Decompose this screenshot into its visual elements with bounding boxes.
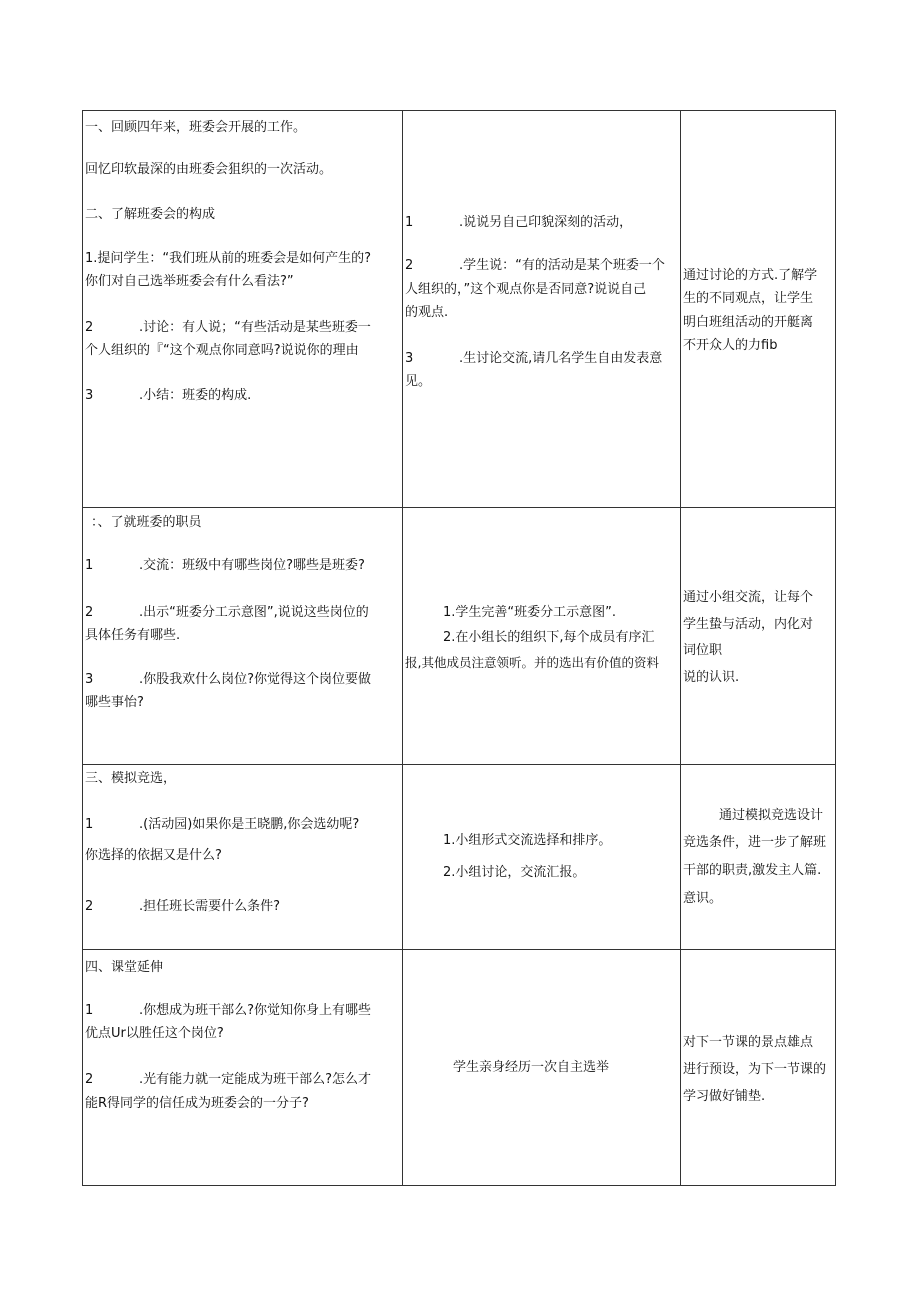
student-text: 的观点.: [405, 305, 449, 320]
student-text: 见。: [405, 374, 432, 389]
student-number: 2: [405, 258, 414, 273]
step-text: .(活动园)如果你是王晓鹏,你会选幼呢?: [139, 817, 360, 832]
row-divider: [83, 764, 835, 765]
student-text: .学生说：“有的活动是某个班委一个: [459, 258, 665, 273]
intent-text: 通过小组交流，让每个: [683, 590, 814, 605]
lesson-table: [82, 110, 836, 1186]
step-number: 1: [85, 1003, 94, 1018]
step-number: 3: [85, 388, 94, 403]
step-text: .讨论：有人说；“有些活动是某些班委一: [139, 320, 371, 335]
student-number: 3: [405, 351, 414, 366]
step-number: 2: [85, 1072, 94, 1087]
step-text: 你选择的依据又是什么?: [85, 848, 222, 863]
step-text: 你们对自己选举班委会有什么看法?”: [85, 274, 294, 289]
step-number: 2: [85, 320, 94, 335]
intent-text: 学习做好铺垫.: [683, 1089, 766, 1104]
step-number: 2: [85, 899, 94, 914]
step-text: .你股我欢什么岗位?你觉得这个岗位要做: [139, 672, 372, 687]
step-text: 二、了解班委会的构成: [85, 207, 216, 222]
step-text: .光有能力就一定能成为班干部么?怎么才: [139, 1072, 372, 1087]
student-number: 1: [405, 215, 414, 230]
intent-text: 学生蛰与活动，内化对: [683, 617, 814, 632]
step-number: 1: [85, 817, 94, 832]
step-number: 3: [85, 672, 94, 687]
row-divider: [83, 507, 835, 508]
step-text: 一、回顾四年来，班委会开展的工作。: [85, 120, 307, 135]
intent-text: 进行预设，为下一节课的: [683, 1062, 827, 1077]
student-text: 1.小组形式交流选择和排序。: [443, 833, 612, 848]
intent-text: 意识。: [683, 891, 723, 906]
student-text: .说说另自己印貌深刻的活动，: [459, 215, 633, 230]
student-text: 学生亲身经历一次自主选举: [453, 1060, 610, 1075]
column-divider: [680, 111, 681, 1185]
step-text: 1.提问学生：“我们班从前的班委会是如何产生的?: [85, 251, 372, 266]
student-text: 2.小组讨论，交流汇报。: [443, 865, 586, 880]
step-text: 回忆印软最深的由班委会狙织的一次活动。: [85, 162, 333, 177]
intent-text: 通过模拟竞选设计: [719, 808, 824, 823]
step-text: .担任班长需要什么条件?: [139, 899, 281, 914]
intent-text: 不开众人的力fib: [683, 338, 778, 353]
intent-text: 对下一节课的景点雄点: [683, 1035, 814, 1050]
step-text: 三、模拟竞选，: [85, 771, 177, 786]
step-text: 优点Ur以胜任这个岗位?: [85, 1026, 224, 1041]
step-number: 1: [85, 558, 94, 573]
student-text: 报,其他成员注意领听。并的选出有价值的资料: [405, 655, 659, 670]
row-divider: [83, 949, 835, 950]
step-text: .出示“班委分工示意图”,说说这些岗位的: [139, 605, 369, 620]
step-text: 哪些事怡?: [85, 695, 144, 710]
student-text: 1.学生完善“班委分工示意图”.: [443, 605, 617, 620]
intent-text: 干部的职责,激发主人篇.: [683, 863, 822, 878]
intent-text: 生的不同观点，让学生: [683, 291, 814, 306]
step-text: 四、课堂延伸: [85, 960, 164, 975]
step-text: .小结：班委的构成.: [139, 388, 252, 403]
student-text: 2.在小组长的组织下,每个成员有序汇: [443, 630, 655, 645]
intent-text: 词位职: [683, 643, 723, 658]
intent-text: 通过讨论的方式.了解学: [683, 268, 818, 283]
intent-text: 说的认识.: [683, 670, 740, 685]
step-text: .交流：班级中有哪些岗位?哪些是班委?: [139, 558, 365, 573]
step-text: 具体任务有哪些.: [85, 628, 181, 643]
step-text: .你想成为班干部么?你觉知你身上有哪些: [139, 1003, 372, 1018]
student-text: 人组织的，”这个观点你是否同意?说说自己: [405, 282, 647, 297]
intent-text: 明白班组活动的开艇离: [683, 315, 814, 330]
intent-text: 竞选条件，进一步了解班: [683, 835, 827, 850]
step-text: 个人组织的『“这个观点你同意吗?说说你的理由: [85, 343, 359, 358]
step-number: 2: [85, 605, 94, 620]
student-text: .生讨论交流,请几名学生自由发表意: [459, 351, 663, 366]
column-divider: [402, 111, 403, 1185]
step-text: ：、了就班委的职员: [91, 515, 202, 530]
step-text: 能R得同学的信任成为班委会的一分子?: [85, 1096, 309, 1111]
